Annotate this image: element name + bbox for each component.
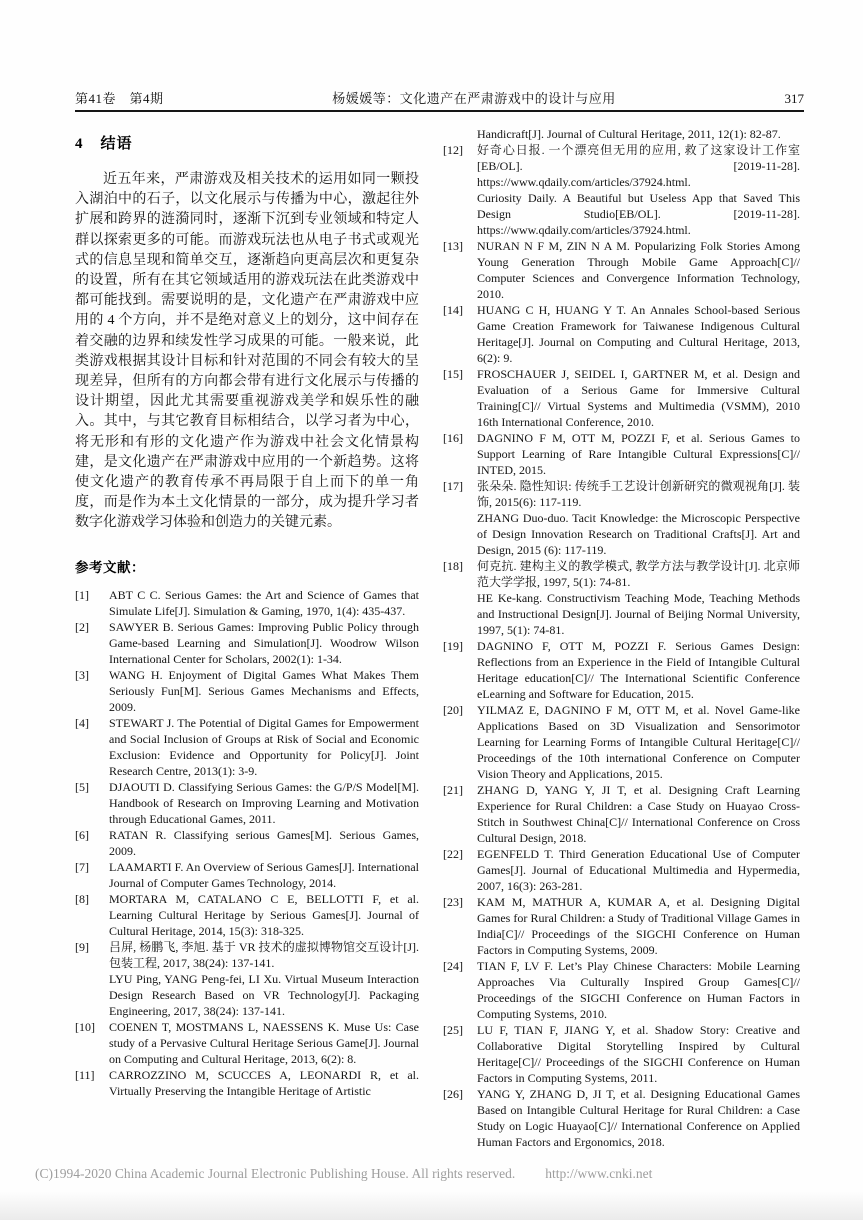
header-rule (75, 110, 804, 112)
reference-number: [17] (443, 479, 463, 493)
reference-number: [8] (75, 891, 89, 906)
reference-item (75, 619, 419, 667)
reference-item (443, 142, 800, 238)
reference-text: YILMAZ E, DAGNINO F M, OTT M, et al. Novel Game-like Applications Based on 3D Visualization and Sensorimotor Learning for Learning Forms of Intangible Cultural Heritage[C]// Proceedings of the 10th international Conference on Computer Vision Theory and Applications, 2015. (477, 703, 800, 781)
page-bottom-shade (0, 1190, 863, 1220)
reference-text: FROSCHAUER J, SEIDEL I, GARTNER M, et al. Design and Evaluation of a Serious Game for Immersive Cultural Training[C]// Virtual Systems and Multimedia (VSMM), 2010 16th International Conference, 2010. (477, 367, 800, 429)
copyright-footer (35, 1166, 845, 1182)
reference-text: 张朵朵. 隐性知识: 传统手工艺设计创新研究的微观视角[J]. 装饰, 2015(6): 117-119. (477, 479, 800, 509)
reference-number: [9] (75, 939, 89, 954)
reference-item (75, 779, 419, 827)
reference-item (443, 958, 800, 1022)
reference-item (75, 1019, 419, 1067)
page-number: 317 (784, 91, 804, 106)
reference-number: [5] (75, 779, 89, 794)
reference-text: SAWYER B. Serious Games: Improving Public Policy through Game-based Learning and Simulation[J]. Woodrow Wilson International Center for Scholars, 2002(1): 1-34. (109, 619, 419, 666)
right-column (443, 126, 800, 1150)
reference-text: RATAN R. Classifying serious Games[M]. Serious Games, 2009. (109, 827, 419, 858)
reference-item (75, 667, 419, 715)
reference-text: HUANG C H, HUANG Y T. An Annales School-based Serious Game Creation Framework for Taiwanese Indigenous Cultural Heritage[J]. Journal on Computing and Cultural Heritage, 2013, 6(2): 9. (477, 303, 800, 365)
references-heading: 参考文献： (75, 559, 145, 575)
reference-item (443, 702, 800, 782)
reference-number: [1] (75, 587, 89, 602)
reference-item (443, 638, 800, 702)
reference-text: MORTARA M, CATALANO C E, BELLOTTI F, et al. Learning Cultural Heritage by Serious Games[J]. Journal of Cultural Heritage, 2014, 15(3): 318-325. (109, 891, 419, 938)
references-list-right (443, 126, 800, 1150)
reference-text: DJAOUTI D. Classifying Serious Games: the G/P/S Model[M]. Handbook of Research on Improving Learning and Motivation through Educational Games, 2011. (109, 779, 419, 826)
reference-text: EGENFELD T. Third Generation Educational Use of Computer Games[J]. Journal of Educational Multimedia and Hypermedia, 2007, 16(3): 263-281. (477, 847, 800, 893)
reference-text: Handicraft[J]. Journal of Cultural Heritage, 2011, 12(1): 82-87. (477, 127, 781, 141)
reference-number: [11] (75, 1067, 95, 1082)
reference-text: ZHANG D, YANG Y, JI T, et al. Designing Craft Learning Experience for Rural Children: a Case Study on Huayao Cross-Stitch in Southwest China[C]// International Conference on Cross Cultural Design, 2018. (477, 783, 800, 845)
reference-translation: LYU Ping, YANG Peng-fei, LI Xu. Virtual Museum Interaction Design Research Based on VR Technology[J]. Packaging Engineering, 2017, 38(24): 137-141. (109, 971, 419, 1018)
reference-item (443, 366, 800, 430)
reference-text: 吕屏, 杨鹏飞, 李旭. 基于 VR 技术的虚拟博物馆交互设计[J]. 包装工程, 2017, 38(24): 137-141. (109, 939, 419, 970)
section-number: 4 (75, 136, 84, 152)
journal-issue: 第41卷 第4期 (75, 91, 164, 106)
reference-number: [21] (443, 783, 463, 797)
reference-text: 好奇心日报. 一个漂亮但无用的应用, 救了这家设计工作室[EB/OL]. [2019-11-28]. https://www.qdaily.com/articles/37924.html. (477, 143, 800, 189)
reference-number (443, 126, 477, 142)
reference-number: [10] (75, 1019, 95, 1034)
reference-text: 何克抗. 建构主义的教学模式, 教学方法与教学设计[J]. 北京师范大学学报, 1997, 5(1): 74-81. (477, 559, 800, 589)
reference-translation: Curiosity Daily. A Beautiful but Useless App that Saved This Design Studio[EB/OL]. [2019-11-28]. https://www.qdaily.com/articles/37924.html. (477, 191, 800, 237)
reference-number: [16] (443, 431, 463, 445)
reference-item (75, 939, 419, 1019)
reference-number: [23] (443, 895, 463, 909)
reference-item (443, 238, 800, 302)
references-list-left (75, 587, 419, 1099)
reference-number: [2] (75, 619, 89, 634)
reference-number: [25] (443, 1023, 463, 1037)
reference-item (75, 587, 419, 619)
reference-translation: ZHANG Duo-duo. Tacit Knowledge: the Microscopic Perspective of Design Innovation Research on Traditional Crafts[J]. Art and Design, 2015 (6): 117-119. (477, 511, 800, 557)
reference-number: [18] (443, 559, 463, 573)
reference-item (443, 894, 800, 958)
reference-number: [4] (75, 715, 89, 730)
reference-number: [24] (443, 959, 463, 973)
reference-translation: HE Ke-kang. Constructivism Teaching Mode, Teaching Methods and Instructional Design[J]. Journal of Beijing Normal University, 1997, 5(1): 74-81. (477, 591, 800, 637)
reference-number: [12] (443, 143, 463, 157)
reference-item (75, 859, 419, 891)
reference-number: [22] (443, 847, 463, 861)
reference-text: NURAN N F M, ZIN N A M. Popularizing Folk Stories Among Young Generation Through Mobile Game Approach[C]// Computer Sciences and Convergence Information Technology, 2010. (477, 239, 800, 301)
reference-number: [3] (75, 667, 89, 682)
reference-item (443, 558, 800, 638)
reference-item (75, 715, 419, 779)
reference-number: [19] (443, 639, 463, 653)
reference-text: DAGNINO F M, OTT M, POZZI F, et al. Serious Games to Support Learning of Rare Intangible Cultural Expressions[C]// INTED, 2015. (477, 431, 800, 477)
left-column (75, 126, 419, 1099)
reference-text: CARROZZINO M, SCUCCES A, LEONARDI R, et al. Virtually Preserving the Intangible Heritage of Artistic (109, 1067, 419, 1098)
page-header (75, 88, 804, 107)
reference-text: KAM M, MATHUR A, KUMAR A, et al. Designing Digital Games for Rural Children: a Study of Traditional Village Games in India[C]// Proceedings of the SIGCHI Conference on Human Factors in Computing Systems, 2009. (477, 895, 800, 957)
copyright-text: (C)1994-2020 China Academic Journal Electronic Publishing House. All rights reserved. (35, 1166, 516, 1181)
reference-item (443, 782, 800, 846)
reference-item (443, 1022, 800, 1086)
reference-item (443, 1086, 800, 1150)
reference-number: [7] (75, 859, 89, 874)
reference-item (443, 478, 800, 558)
reference-item (443, 302, 800, 366)
reference-text: LU F, TIAN F, JIANG Y, et al. Shadow Story: Creative and Collaborative Digital Storytelling Inspired by Cultural Heritage[C]// Proceedings of the SIGCHI Conference on Human Factors in Computing Systems, 2011. (477, 1023, 800, 1085)
reference-text: ABT C C. Serious Games: the Art and Science of Games that Simulate Life[J]. Simulation & Gaming, 1970, 1(4): 435-437. (109, 587, 419, 618)
reference-text: COENEN T, MOSTMANS L, NAESSENS K. Muse Us: Case study of a Pervasive Cultural Heritage Serious Game[J]. Journal on Computing and Cultural Heritage, 2013, 6(2): 8. (109, 1019, 419, 1066)
reference-item (443, 126, 800, 142)
conclusion-paragraph: 近五年来，严肃游戏及相关技术的运用如同一颗投入湖泊中的石子，以文化展示与传播为中心，激起往外扩展和跨界的涟漪同时，逐渐下沉到专业领域和特定人群以探索更多的可能。而游戏玩法也从电子书式或观光式的信息呈现和简单交互，逐渐趋向更高层次和更复杂的设置，所有在其它领域适用的游戏玩法在此类游戏中都可能找到。需要说明的是，文化遗产在严肃游戏中应用的 4 个方向，并不是绝对意义上的划分，这中间存在着交融的边界和续发性学习成果的可能。一般来说，此类游戏根据其设计目标和针对范围的不同会有较大的呈现差异，但所有的方向都会带有进行文化展示与传播的设计期望，因此尤其需要重视游戏美学和娱乐性的融入。其中，与其它教育目标相结合，以学习者为中心，将无形和有形的文化遗产作为游戏中社会文化情景构建，是文化遗产在严肃游戏中应用的一个新趋势。这将使文化遗产的教育传承不再局限于自上而下的单一角度，而是作为本土文化情景的一部分，成为提升学习者数字化游戏学习体验和创造力的关键元素。 (75, 172, 419, 531)
section-title: 结语 (100, 136, 133, 152)
reference-text: STEWART J. The Potential of Digital Games for Empowerment and Social Inclusion of Groups at Risk of Social and Economic Exclusion: Evidence and Opportunity for Policy[J]. Joint Research Centre, 2013(1): 3-9. (109, 715, 419, 778)
reference-number: [14] (443, 303, 463, 317)
cnki-url: http://www.cnki.net (545, 1166, 653, 1181)
reference-text: WANG H. Enjoyment of Digital Games What Makes Them Seriously Fun[M]. Serious Games Mechanisms and Effects, 2009. (109, 667, 419, 714)
section-heading (75, 132, 419, 153)
reference-item (75, 1067, 419, 1099)
reference-item (75, 891, 419, 939)
reference-number: [13] (443, 239, 463, 253)
reference-text: YANG Y, ZHANG D, JI T, et al. Designing Educational Games Based on Intangible Cultural Heritage for Rural Children: a Case Study on Logic Huayao[C]// International Conference on Applied Human Factors and Ergonomics, 2018. (477, 1087, 800, 1149)
reference-number: [26] (443, 1087, 463, 1101)
reference-text: TIAN F, LV F. Let’s Play Chinese Characters: Mobile Learning Approaches Via Culturally Inspired Group Games[C]// Proceedings of the SIGCHI Conference on Human Factors in Computing Systems, 2010. (477, 959, 800, 1021)
reference-item (443, 846, 800, 894)
running-title: 杨媛媛等：文化遗产在严肃游戏中的设计与应用 (332, 91, 616, 106)
reference-text: LAAMARTI F. An Overview of Serious Games[J]. International Journal of Computer Games Technology, 2014. (109, 859, 419, 890)
reference-number: [6] (75, 827, 89, 842)
reference-number: [20] (443, 703, 463, 717)
reference-text: DAGNINO F, OTT M, POZZI F. Serious Games Design: Reflections from an Experience in the Field of Intangible Cultural Heritage education[C]// The International Scientific Conference eLearning and Software for Education, 2015. (477, 639, 800, 701)
reference-item (443, 430, 800, 478)
reference-number: [15] (443, 367, 463, 381)
reference-item (75, 827, 419, 859)
